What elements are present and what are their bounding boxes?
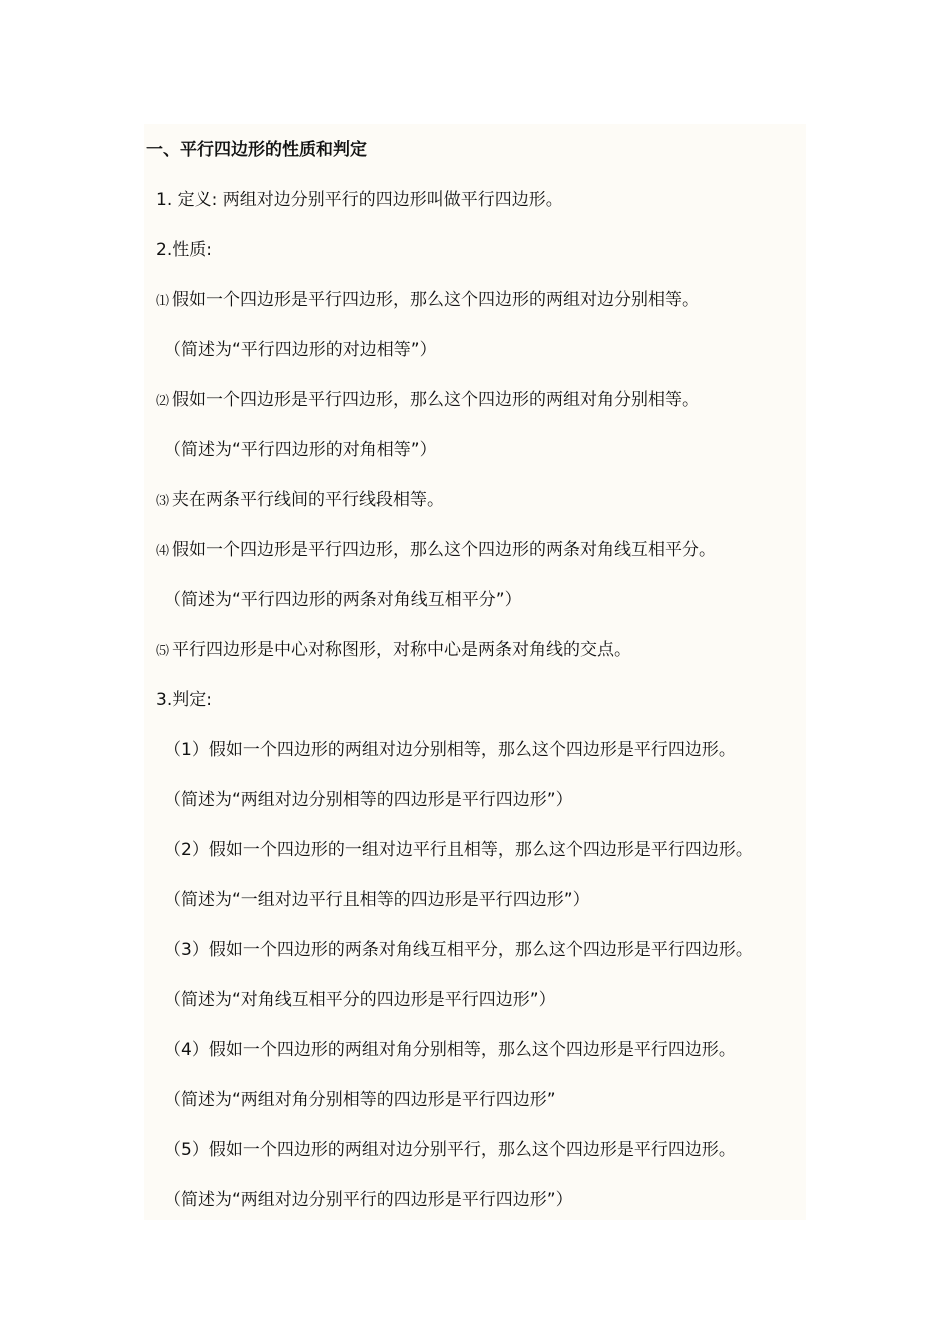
criterion-summary: （简述为“两组对边分别平行的四边形是平行四边形”） (164, 1190, 573, 1210)
property-marker: ⑵ (156, 394, 170, 409)
property-summary: （简述为“平行四边形的对角相等”） (164, 440, 437, 460)
property-marker: ⑶ (156, 494, 170, 509)
property-summary: （简述为“平行四边形的对边相等”） (164, 340, 437, 360)
criterion-summary: （简述为“两组对边分别相等的四边形是平行四边形”） (164, 790, 573, 810)
property-text: 假如一个四边形是平行四边形，那么这个四边形的两条对角线互相平分。 (172, 540, 717, 560)
property-marker: ⑴ (156, 294, 170, 309)
criterion-item: （5）假如一个四边形的两组对边分别平行，那么这个四边形是平行四边形。 (164, 1140, 736, 1160)
definition-text: 1. 定义: 两组对边分别平行的四边形叫做平行四边形。 (156, 190, 563, 210)
criterion-item: （4）假如一个四边形的两组对角分别相等，那么这个四边形是平行四边形。 (164, 1040, 736, 1060)
criterion-item: （3）假如一个四边形的两条对角线互相平分，那么这个四边形是平行四边形。 (164, 940, 753, 960)
property-marker: ⑸ (156, 644, 170, 659)
section-heading: 一、平行四边形的性质和判定 (146, 140, 367, 160)
property-item (156, 388, 699, 414)
property-item (156, 288, 699, 314)
properties-title: 2.性质: (156, 240, 212, 260)
criterion-summary: （简述为“两组对角分别相等的四边形是平行四边形” (164, 1090, 556, 1110)
property-item (156, 538, 716, 564)
property-item (156, 488, 444, 514)
property-text: 平行四边形是中心对称图形，对称中心是两条对角线的交点。 (172, 640, 632, 660)
property-summary: （简述为“平行四边形的两条对角线互相平分”） (164, 590, 522, 610)
criterion-item: （1）假如一个四边形的两组对边分别相等，那么这个四边形是平行四边形。 (164, 740, 736, 760)
criterion-summary: （简述为“一组对边平行且相等的四边形是平行四边形”） (164, 890, 590, 910)
criterion-summary: （简述为“对角线互相平分的四边形是平行四边形”） (164, 990, 556, 1010)
criterion-item: （2）假如一个四边形的一组对边平行且相等，那么这个四边形是平行四边形。 (164, 840, 753, 860)
criteria-title: 3.判定: (156, 690, 212, 710)
property-marker: ⑷ (156, 544, 170, 559)
property-item (156, 638, 631, 664)
property-text: 假如一个四边形是平行四边形，那么这个四边形的两组对角分别相等。 (172, 390, 700, 410)
property-text: 夹在两条平行线间的平行线段相等。 (172, 490, 445, 510)
property-text: 假如一个四边形是平行四边形，那么这个四边形的两组对边分别相等。 (172, 290, 700, 310)
